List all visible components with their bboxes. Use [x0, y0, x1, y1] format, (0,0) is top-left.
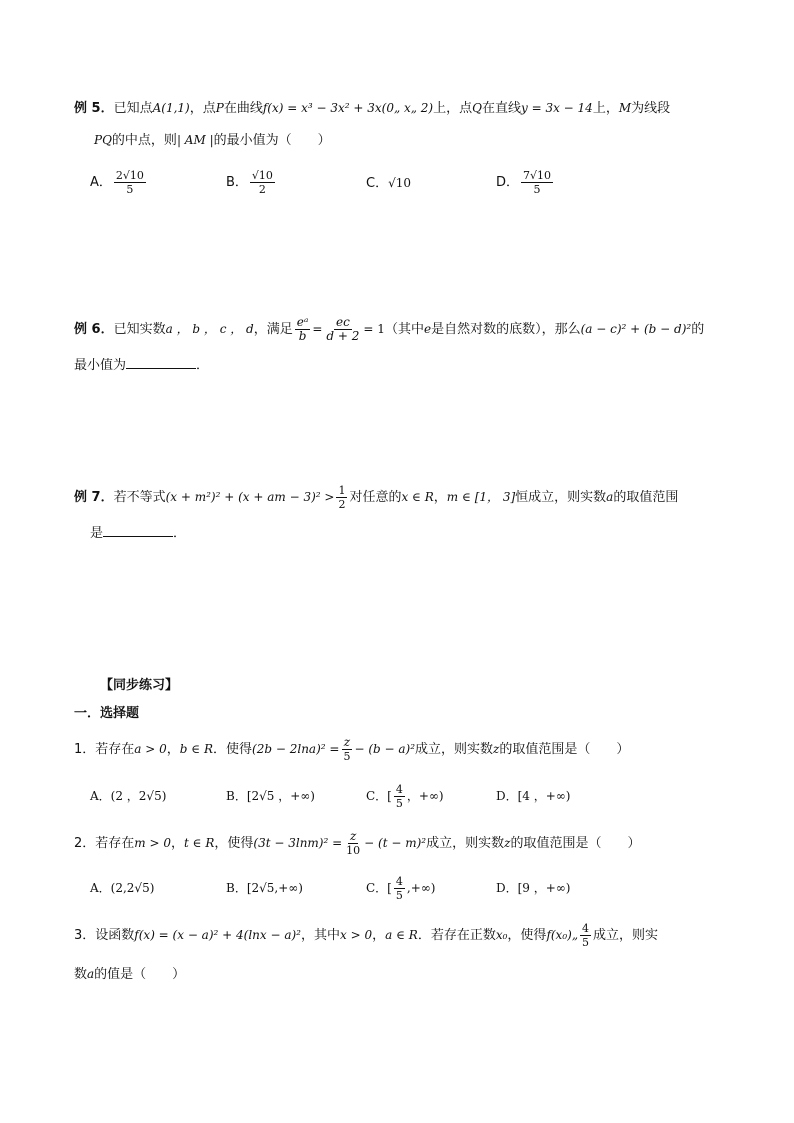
option-d[interactable]	[496, 164, 555, 202]
option-text: C．[	[366, 881, 392, 895]
option-d[interactable]: D．[9 ，+∞)	[496, 881, 571, 895]
fraction	[114, 169, 146, 196]
text: 数	[74, 967, 88, 982]
option-c[interactable]	[366, 874, 435, 903]
question-2	[74, 828, 640, 858]
numerator: 7√10	[523, 169, 552, 182]
text: 对任意的	[349, 490, 402, 505]
option-a[interactable]: A．(2,2√5)	[90, 881, 155, 895]
option-c[interactable]	[366, 164, 411, 203]
fraction	[295, 316, 311, 343]
text: （其中	[384, 322, 424, 337]
expression: (x + m²)² + (x + am − 3)² >	[165, 490, 335, 504]
text: 在曲线	[223, 101, 263, 116]
equals-one: = 1	[363, 322, 385, 336]
text: 的最小值为（ ）	[213, 133, 331, 148]
denominator: 5	[395, 889, 403, 902]
text: ．使得	[213, 742, 253, 757]
text: ．	[173, 526, 187, 541]
expression: f(x₀)„	[546, 928, 579, 942]
fraction	[250, 169, 275, 196]
option-label: A．	[90, 175, 112, 190]
fraction	[394, 875, 405, 902]
example-6-line-2	[74, 356, 209, 376]
numerator: 4	[395, 875, 403, 888]
point-m: M	[618, 101, 632, 115]
text: 若存在	[95, 742, 135, 757]
condition: x > 0	[340, 928, 373, 942]
numerator: √10	[251, 169, 273, 182]
segment-pq: PQ	[94, 133, 112, 147]
option-text: C．[	[366, 789, 392, 803]
numerator: eᵃ	[296, 315, 309, 329]
question-2-options	[90, 874, 690, 902]
text: 是自然对数的底数），那么	[431, 322, 581, 337]
denominator: 5	[533, 183, 541, 196]
question-number: 2．	[74, 836, 96, 851]
curve-formula: f(x) = x³ − 3x² + 3x(0„ x„ 2)	[262, 101, 434, 115]
text: 成立，则实数	[426, 836, 505, 851]
text: 已知实数	[113, 322, 166, 337]
example-6-line-1	[74, 314, 704, 344]
variable-a: a	[606, 490, 614, 504]
text: 的	[691, 322, 705, 337]
expression: − (t − m)²	[364, 836, 427, 850]
condition: a > 0	[134, 742, 167, 756]
text: 成立，则实数	[415, 742, 494, 757]
condition: a ∈ R	[385, 928, 418, 942]
option-c[interactable]	[366, 782, 444, 811]
text: ，	[171, 836, 185, 851]
point-a: A(1,1)	[152, 101, 190, 115]
text: 最小值为	[74, 358, 127, 373]
question-number: 1．	[74, 742, 96, 757]
option-d[interactable]: D．[4 ，+∞)	[496, 789, 571, 803]
numerator: 4	[395, 783, 403, 796]
text: 上，	[592, 101, 619, 116]
denominator: 2	[338, 498, 346, 511]
text: ，	[433, 490, 447, 505]
practice-heading: 【同步练习】	[100, 678, 179, 693]
condition: t ∈ R	[184, 836, 215, 850]
option-label: D．	[496, 175, 520, 190]
text: ，	[372, 928, 386, 943]
text: 在直线	[481, 101, 521, 116]
text: 为线段	[631, 101, 671, 116]
fraction	[580, 922, 591, 949]
numerator: 1	[338, 484, 346, 497]
denominator: 10	[346, 844, 361, 857]
numerator: z	[350, 829, 357, 843]
question-3-line-2	[74, 964, 185, 985]
answer-blank[interactable]	[103, 524, 173, 537]
expression: (2b − 2lna)² =	[252, 742, 340, 756]
expression: (3t − 3lnm)² =	[253, 836, 343, 850]
option-b[interactable]	[226, 164, 277, 202]
question-1	[74, 734, 629, 764]
condition: b ∈ R	[179, 742, 214, 756]
text: ，满足	[253, 322, 293, 337]
denominator: 5	[126, 183, 134, 196]
question-3-line-1	[74, 920, 658, 950]
expression: (a − c)² + (b − d)²	[580, 322, 692, 336]
expression: − (b − a)²	[354, 742, 416, 756]
condition: m > 0	[134, 836, 171, 850]
example-7-label: 例 7．	[74, 490, 114, 505]
variables: a ， b ， c ， d	[165, 322, 254, 336]
variable-x0: x₀	[495, 928, 508, 942]
function-formula: f(x) = (x − a)² + 4(lnx − a)²	[134, 928, 301, 942]
text: 的值是（ ）	[94, 967, 186, 982]
numerator: z	[343, 735, 351, 749]
denominator: 5	[395, 797, 403, 810]
example-6-label: 例 6．	[74, 322, 114, 337]
condition: x ∈ R	[401, 490, 434, 504]
text: 的取值范围是（ ）	[510, 836, 641, 851]
option-b[interactable]: B．[2√5 ，+∞)	[226, 789, 315, 803]
text: ．	[196, 358, 210, 373]
variable-z: z	[504, 836, 511, 850]
text: ，使得	[214, 836, 254, 851]
fraction	[341, 736, 352, 763]
text: 设函数	[95, 928, 135, 943]
denominator: 5	[582, 936, 590, 949]
text: 若不等式	[113, 490, 166, 505]
fraction	[324, 316, 361, 343]
denominator: 5	[343, 750, 351, 763]
text: ，点	[189, 101, 216, 116]
text: 成立，则实	[593, 928, 659, 943]
option-b[interactable]: B．[2√5,+∞)	[226, 881, 303, 895]
text: 的取值范围是（ ）	[499, 742, 630, 757]
text: 若存在	[95, 836, 135, 851]
example-7-line-2	[90, 524, 186, 544]
fraction	[521, 169, 553, 196]
point-p: P	[215, 101, 224, 115]
denominator: b	[298, 329, 307, 343]
option-text: ，+∞)	[406, 789, 444, 803]
fraction	[336, 484, 347, 511]
numerator: ec	[336, 315, 350, 329]
example-7-line-1	[74, 482, 678, 512]
numerator: 2√10	[115, 169, 144, 182]
question-1-options	[90, 782, 690, 810]
option-value: √10	[388, 176, 411, 190]
example-5-line-1	[74, 98, 670, 119]
option-a[interactable]: A．(2 ，2√5)	[90, 789, 167, 803]
text: 已知点	[113, 101, 153, 116]
fraction	[344, 830, 362, 857]
text: 的中点，则	[111, 133, 177, 148]
answer-blank[interactable]	[126, 356, 196, 369]
example-5-label: 例 5．	[74, 101, 114, 116]
point-q: Q	[472, 101, 482, 115]
line-formula: y = 3x − 14	[520, 101, 593, 115]
option-a[interactable]	[90, 164, 148, 202]
euler-e: e	[423, 322, 432, 336]
text: ，其中	[301, 928, 341, 943]
text: 的取值范围	[613, 490, 679, 505]
option-label: B．	[226, 175, 248, 190]
section-title: 一．选择题	[74, 706, 140, 721]
text: 是	[90, 526, 104, 541]
variable-z: z	[493, 742, 500, 756]
equals: =	[312, 322, 323, 336]
text: ，使得	[507, 928, 547, 943]
text: ．若存在正数	[417, 928, 496, 943]
text: 恒成立，则实数	[515, 490, 607, 505]
example-5-line-2	[94, 130, 331, 151]
option-text: ,+∞)	[406, 881, 436, 895]
question-number: 3．	[74, 928, 96, 943]
numerator: 4	[582, 922, 590, 935]
denominator: 2	[258, 183, 266, 196]
text: ，	[166, 742, 180, 757]
variable-a: a	[87, 967, 95, 981]
text: 上，点	[433, 101, 473, 116]
option-label: C．	[366, 176, 389, 191]
am-abs: | AM |	[176, 133, 214, 147]
denominator: d + 2	[326, 329, 360, 343]
fraction	[394, 783, 405, 810]
condition: m ∈ [1， 3]	[446, 490, 516, 504]
